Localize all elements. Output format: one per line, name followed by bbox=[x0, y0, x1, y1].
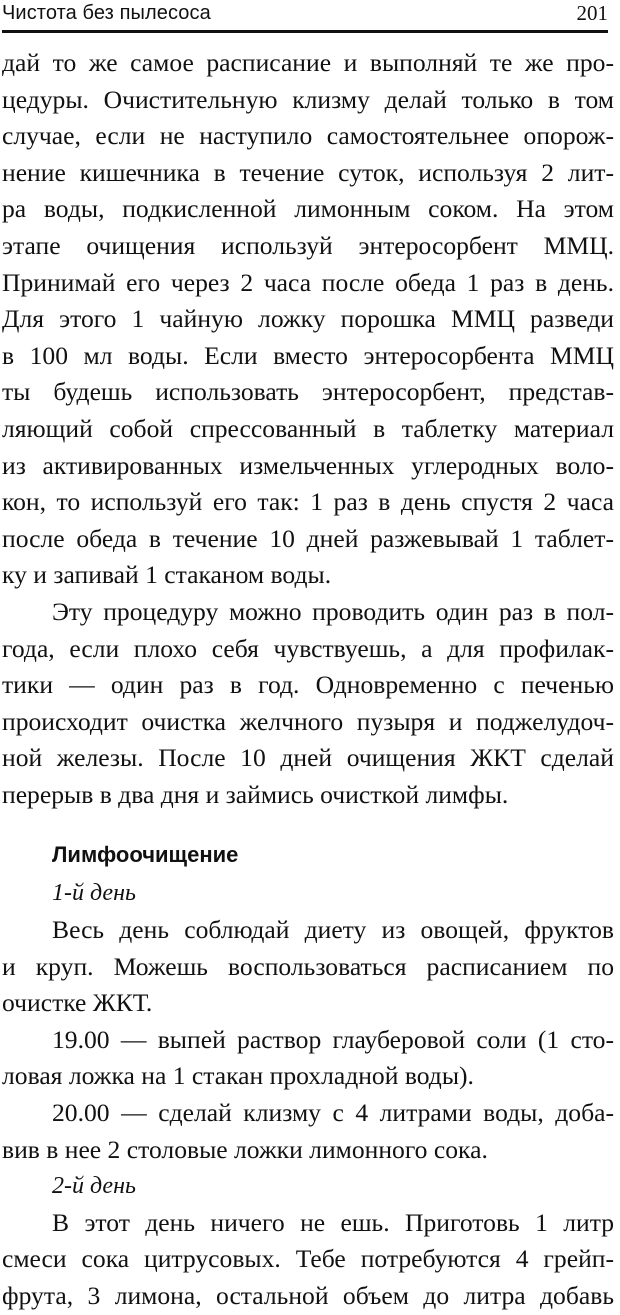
time-entry-2000 bbox=[2, 1095, 614, 1168]
text-line: дай то же самое расписание и выполняй те же про- bbox=[2, 48, 614, 77]
running-head bbox=[2, 0, 608, 30]
text-line: В этот день ничего не ешь. Приготовь 1 литр bbox=[52, 1207, 614, 1237]
text-line: фрута, 3 лимона, остальной объем до литра добавь bbox=[2, 1281, 614, 1310]
text-line: и круп. Можешь воспользоваться расписанием по bbox=[2, 951, 614, 981]
text-line: ляющий собой спрессованный в таблетку материал bbox=[2, 413, 614, 443]
text-line: 20.00 — сделай клизму с 4 литрами воды, доба- bbox=[52, 1098, 614, 1128]
text-line: года, если плохо себя чувствуешь, а для профилак- bbox=[2, 633, 614, 663]
text-line: Весь день соблюдай диету из овощей, фруктов bbox=[52, 915, 614, 945]
text-line: Принимай его через 2 часа после обеда 1 раз в день. bbox=[2, 267, 614, 297]
text-line: вив в нее 2 столовые ложки лимонного сока. bbox=[2, 1134, 488, 1164]
day-1-paragraph bbox=[2, 912, 614, 1022]
text-line: ловая ложка на 1 стакан прохладной воды). bbox=[2, 1061, 474, 1091]
page-number: 201 bbox=[576, 1, 608, 25]
day-2-subheading: 2-й день bbox=[52, 1173, 136, 1200]
text-line: тики — один раз в год. Одновременно с печенью bbox=[2, 670, 614, 700]
paragraph-continued bbox=[2, 45, 614, 594]
text-line: этапе очищения используй энтеросорбент ММЦ. bbox=[2, 230, 614, 260]
text-line: Эту процедуру можно проводить один раз в пол- bbox=[52, 596, 614, 626]
text-line: в 100 мл воды. Если вместо энтеросорбента ММЦ bbox=[2, 340, 614, 370]
text-line: ты будешь использовать энтеросорбент, представ- bbox=[2, 377, 614, 407]
running-title: Чистота без пылесоса bbox=[2, 2, 211, 24]
text-line: очистке ЖКТ. bbox=[2, 988, 153, 1018]
paragraph bbox=[2, 594, 614, 814]
text-line: из активированных измельченных углеродных воло- bbox=[2, 450, 614, 480]
text-line: 19.00 — выпей раствор глауберовой соли (1 сто- bbox=[52, 1024, 614, 1054]
text-line: ку и запивай 1 стаканом воды. bbox=[2, 560, 332, 590]
header-rule bbox=[2, 30, 608, 33]
day-2-paragraph bbox=[2, 1205, 614, 1315]
text-line: происходит очистка желчного пузыря и поджелудоч- bbox=[2, 706, 614, 736]
text-line: ра воды, подкисленной лимонным соком. На этом bbox=[2, 194, 614, 224]
text-line: кон, то используй его так: 1 раз в день спустя 2 часа bbox=[2, 487, 614, 517]
text-line: ной железы. После 10 дней очищения ЖКТ сделай bbox=[2, 743, 614, 773]
time-entry-1900 bbox=[2, 1022, 614, 1095]
text-line: смеси сока цитрусовых. Тебе потребуются 4 грейп- bbox=[2, 1244, 614, 1274]
text-line: после обеда в течение 10 дней разжевывай 1 таблет- bbox=[2, 523, 614, 553]
text-line: перерыв в два дня и займись очисткой лимфы. bbox=[2, 779, 509, 809]
day-1-subheading: 1-й день bbox=[52, 880, 136, 907]
body-text bbox=[2, 45, 614, 1315]
text-line: случае, если не наступило самостоятельнее опорож- bbox=[2, 121, 614, 151]
section-heading: Лимфоочищение bbox=[52, 842, 239, 868]
text-line: Для этого 1 чайную ложку порошка ММЦ разведи bbox=[2, 304, 614, 334]
text-line: нение кишечника в течение суток, используя 2 лит- bbox=[2, 157, 614, 187]
text-line: цедуры. Очистительную клизму делай только в том bbox=[2, 84, 614, 114]
